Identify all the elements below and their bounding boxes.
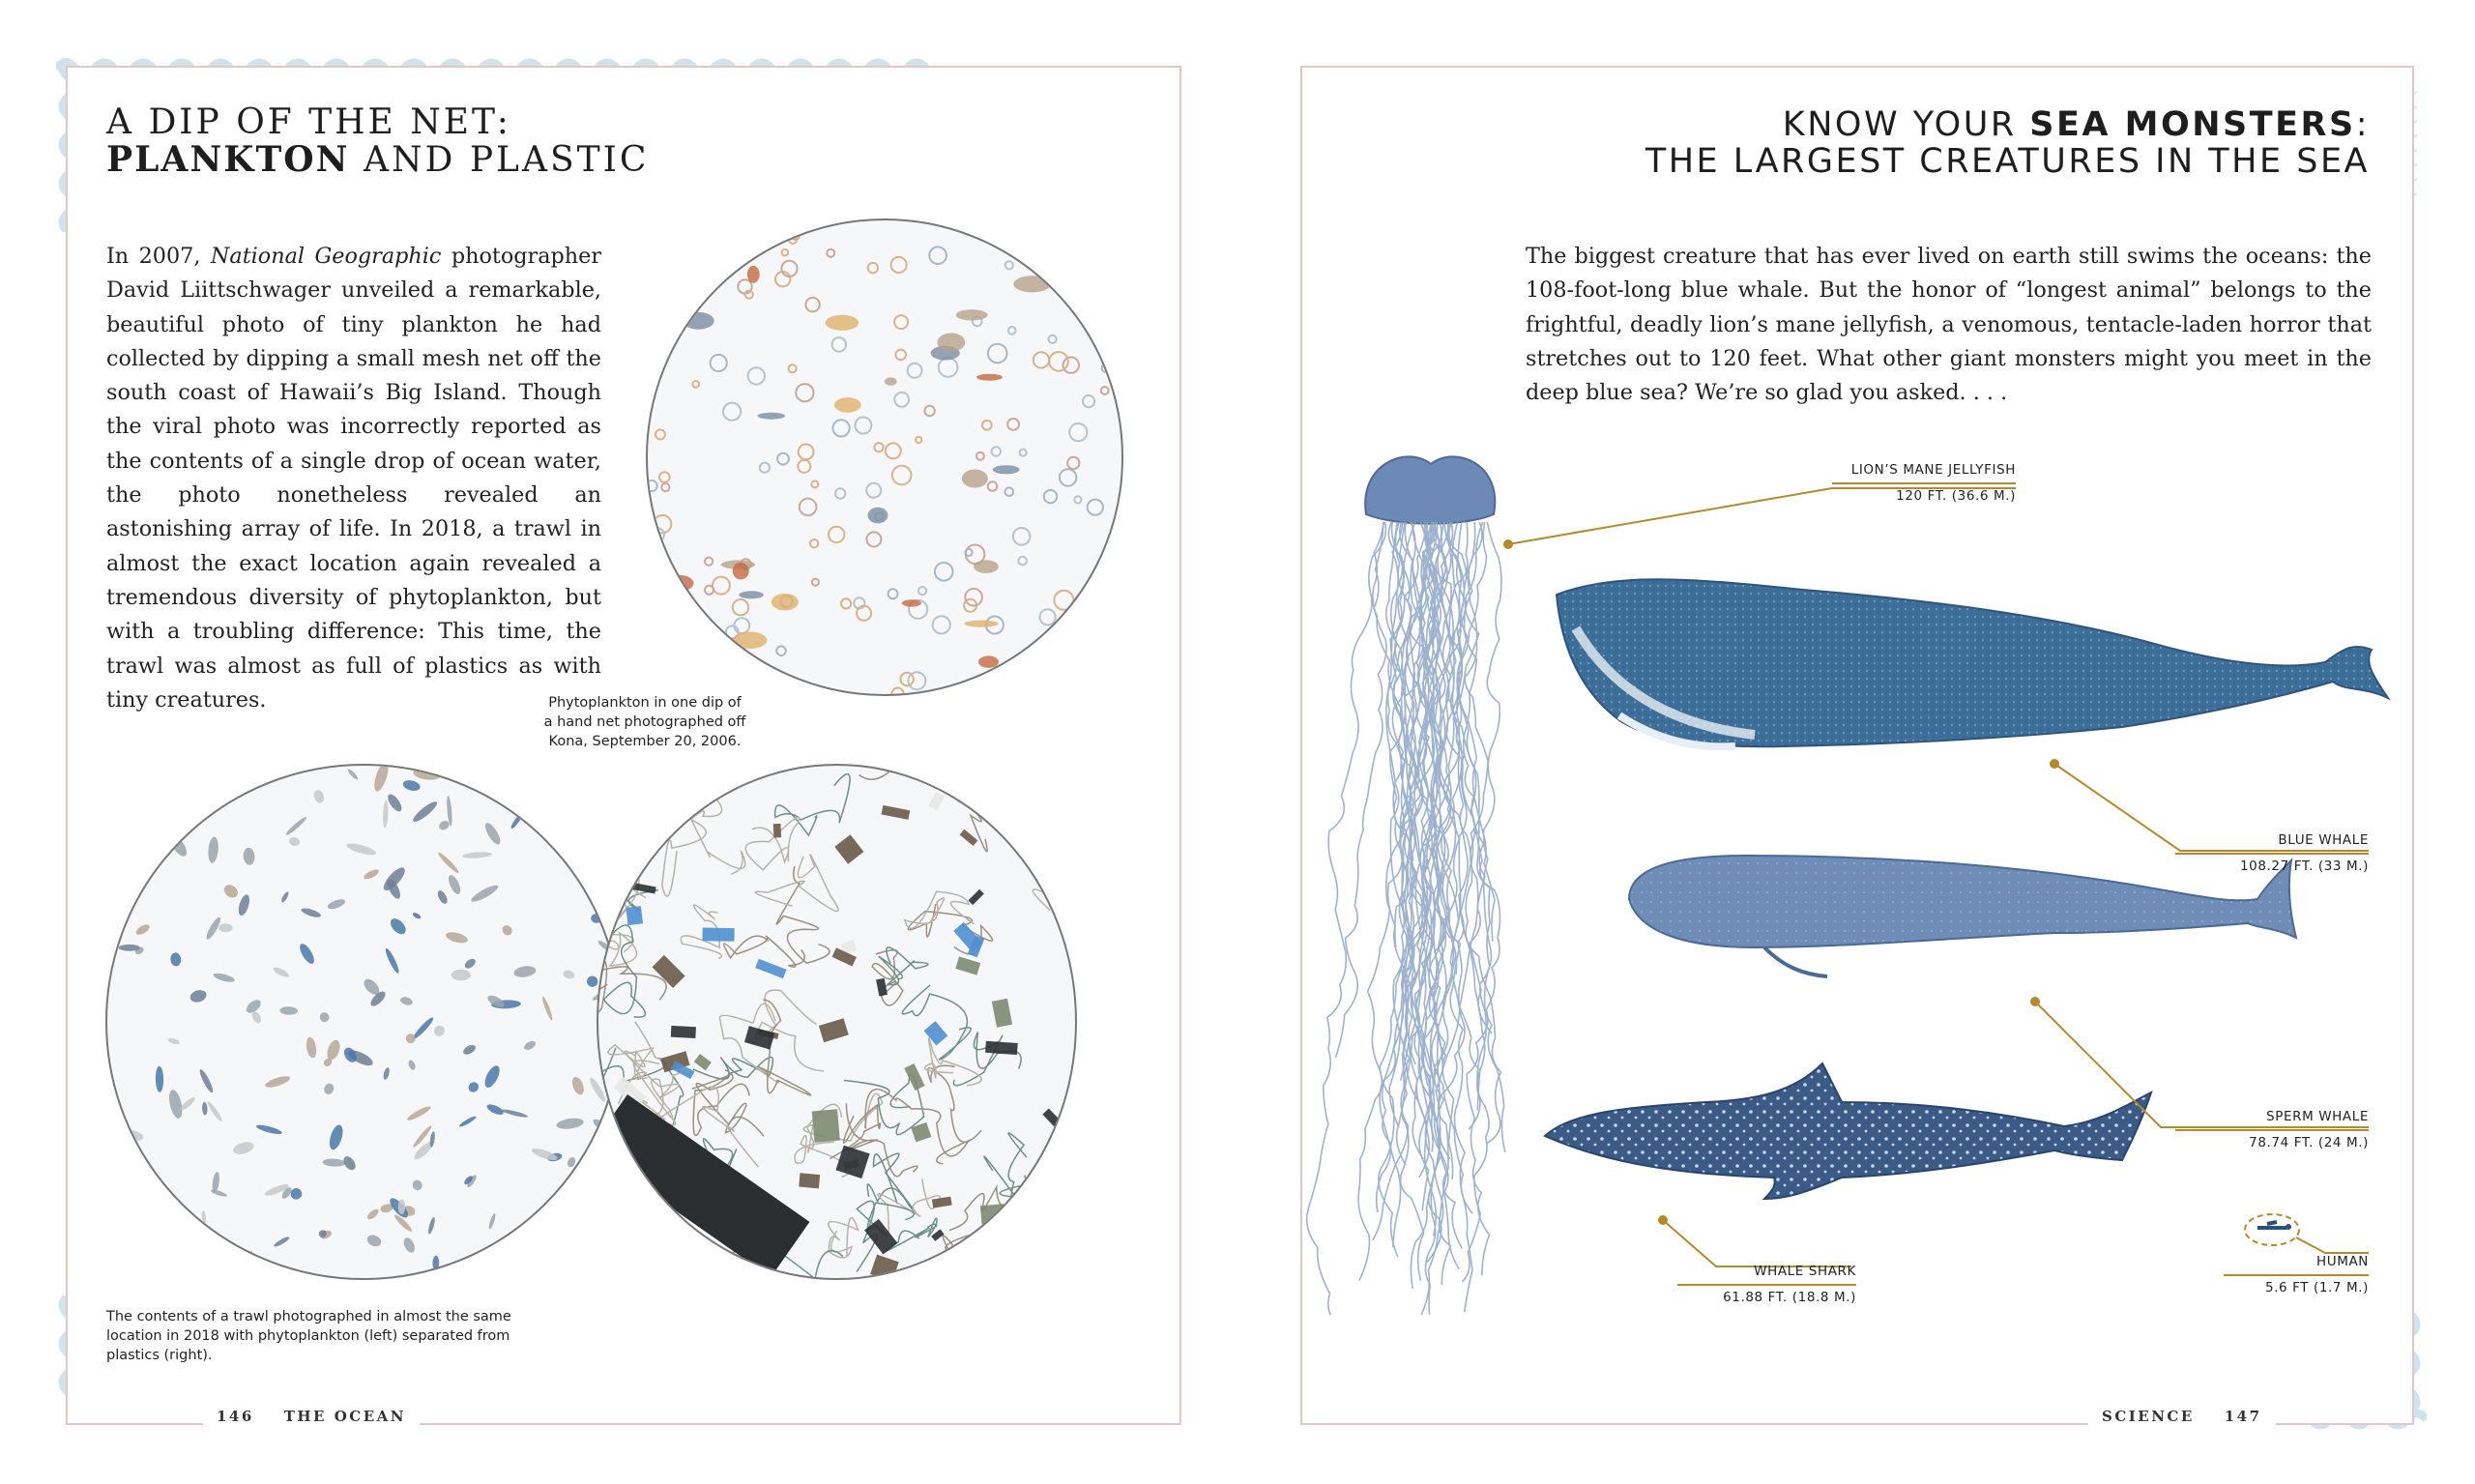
left-title-line1: A DIP OF THE NET: (106, 102, 511, 142)
blue-whale-illustration (1557, 579, 2388, 746)
left-page-title (106, 104, 649, 179)
right-title-pre: KNOW YOUR (1782, 105, 2030, 144)
label-human (2224, 1250, 2369, 1299)
left-page-number: 146 (217, 1408, 254, 1425)
phytoplankton-photo-circle (105, 764, 622, 1280)
plankton-photo-circle (646, 218, 1123, 696)
label-lions-mane-jellyfish (1832, 458, 2016, 508)
label-size: 61.88 FT. (18.8 M.) (1723, 1290, 1856, 1305)
left-title-line2 (106, 141, 649, 179)
right-section-name: SCIENCE (2102, 1408, 2195, 1425)
caption-top: Phytoplankton in one dip of a hand net photographed off Kona, September 20, 2006. (543, 695, 746, 749)
right-title-post: : (2355, 105, 2370, 144)
label-size: 120 FT. (36.6 M.) (1896, 488, 2016, 504)
human-illustration (2245, 1214, 2299, 1245)
left-footer (203, 1408, 420, 1425)
right-footer (2088, 1408, 2276, 1425)
label-name: HUMAN (2224, 1250, 2369, 1276)
right-title-bold: SEA MONSTERS (2029, 105, 2356, 144)
body-intro: In 2007, (106, 244, 211, 269)
left-title-rest: AND PLASTIC (349, 140, 650, 180)
right-page-number: 147 (2224, 1408, 2262, 1425)
label-name: LION’S MANE JELLYFISH (1832, 458, 2016, 484)
sea-monsters-illustration (1300, 445, 2410, 1315)
left-body-text (106, 240, 601, 717)
left-section-name: THE OCEAN (283, 1408, 406, 1425)
whale-shark-illustration (1545, 1063, 2151, 1199)
label-whale-shark (1677, 1260, 1856, 1309)
label-name: WHALE SHARK (1677, 1260, 1856, 1286)
label-name: SPERM WHALE (2175, 1105, 2369, 1131)
label-blue-whale (2175, 829, 2369, 878)
label-size: 108.27 FT. (33 M.) (2239, 858, 2369, 874)
label-name: BLUE WHALE (2175, 829, 2369, 855)
right-page-title (1645, 106, 2370, 180)
right-title-line1 (1645, 106, 2370, 143)
label-size: 78.74 FT. (24 M.) (2249, 1135, 2369, 1150)
left-title-bold: PLANKTON (106, 139, 350, 180)
label-size: 5.6 FT (1.7 M.) (2264, 1280, 2369, 1295)
caption-bottom: The contents of a trawl photographed in almost the same location in 2018 with phytoplankton (left) separated from plastics (right). (106, 1309, 511, 1363)
lions-mane-jellyfish-illustration (1307, 456, 1505, 1315)
plastics-photo-circle (597, 764, 1077, 1280)
body-italic: National Geographic (210, 244, 442, 269)
body-rest: photographer David Liittschwager unveiled a remarkable, beautiful photo of tiny plankton he had collected by dipping a small mesh net off the south coast of Hawaii’s Big Island. Though the viral photo was incorrectly reported as the contents of a single drop of ocean water, the photo nonetheless revealed an astonishing array of life. In 2018, a trawl in almost the exact location again revealed a tremendous diversity of phytoplankton, but with a troubling difference: This time, the trawl was almost as full of plastics as with tiny creatures. (106, 244, 601, 713)
right-title-line2: THE LARGEST CREATURES IN THE SEA (1645, 142, 2370, 181)
label-sperm-whale (2175, 1105, 2369, 1154)
right-body-text: The biggest creature that has ever lived on earth still swims the oceans: the 108-foot-long blue whale. But the honor of “longest animal” belongs to the frightful, deadly lion’s mane jellyfish, a venomous, tentacle-laden horror that stretches out to 120 feet. What other giant monsters might you meet in the deep blue sea? We’re so glad you asked. . . . (1526, 244, 2372, 406)
